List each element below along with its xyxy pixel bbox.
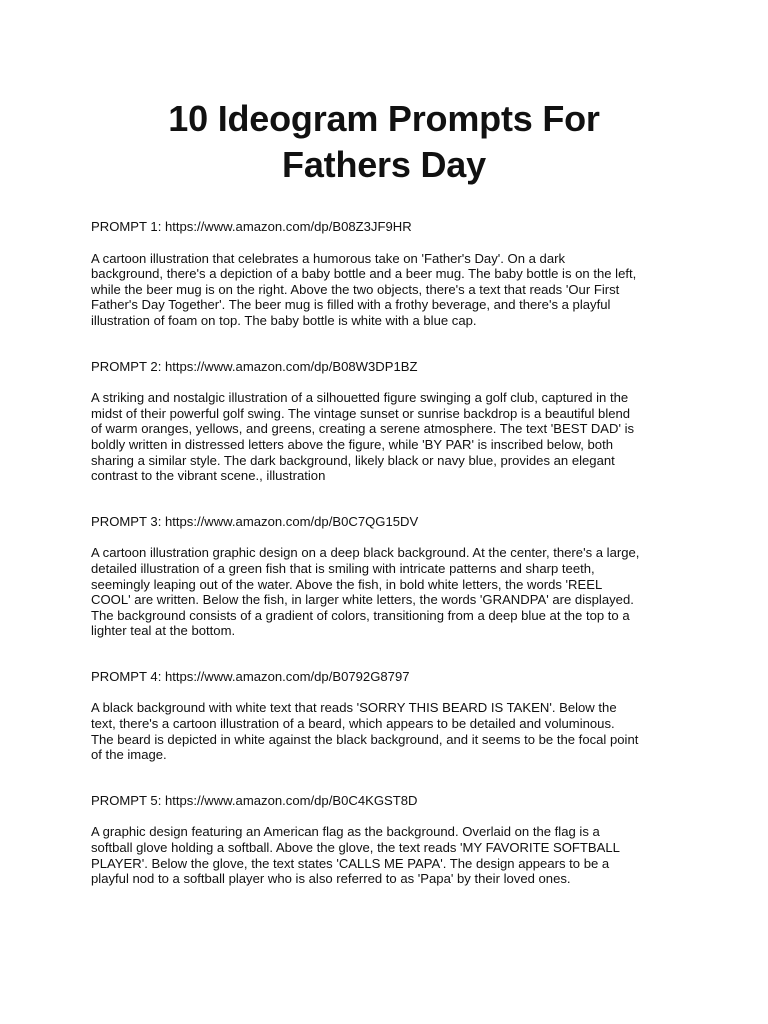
prompt-description xyxy=(91,824,691,886)
description-line: illustration of foam on top. The baby bottle is white with a blue cap. xyxy=(91,312,477,328)
description-line: sharing a similar style. The dark background, likely black or navy blue, provides an elegant xyxy=(91,452,615,468)
prompt-description xyxy=(91,545,691,639)
description-line: lighter teal at the bottom. xyxy=(91,623,236,639)
prompt-5 xyxy=(91,793,691,887)
description-line: detailed illustration of a green fish that is smiling with intricate patterns and sharp teeth, xyxy=(91,560,595,576)
description-line: A black background with white text that reads 'SORRY THIS BEARD IS TAKEN'. Below the xyxy=(91,700,617,716)
document-title xyxy=(60,96,708,188)
title-line: 10 Ideogram Prompts For xyxy=(168,98,600,139)
title-line: Fathers Day xyxy=(282,144,486,185)
description-line: background, there's a depiction of a baby bottle and a beer mug. The baby bottle is on the left, xyxy=(91,266,637,282)
description-line: A cartoon illustration graphic design on a deep black background. At the center, there's a large, xyxy=(91,545,640,561)
description-line: softball glove holding a softball. Above the glove, the text reads 'MY FAVORITE SOFTBALL xyxy=(91,840,620,856)
description-line: COOL' are written. Below the fish, in larger white letters, the words 'GRANDPA' are displayed. xyxy=(91,592,634,608)
description-line: The background consists of a gradient of colors, transitioning from a deep blue at the top to a xyxy=(91,607,630,623)
prompt-heading: PROMPT 4: https://www.amazon.com/dp/B0792G8797 xyxy=(91,668,410,684)
prompt-2 xyxy=(91,359,691,484)
description-line: seemingly leaping out of the water. Above the fish, in bold white letters, the words 'REEL xyxy=(91,576,603,592)
description-line: PLAYER'. Below the glove, the text states 'CALLS ME PAPA'. The design appears to be a xyxy=(91,855,610,871)
description-line: midst of their powerful golf swing. The vintage sunset or sunrise backdrop is a beautiful blend xyxy=(91,405,631,421)
description-line: of warm oranges, yellows, and greens, creating a serene atmosphere. The text 'BEST DAD' is xyxy=(91,421,635,437)
prompt-description xyxy=(91,251,691,329)
description-line: of the image. xyxy=(91,747,167,763)
description-line: A cartoon illustration that celebrates a humorous take on 'Father's Day'. On a dark xyxy=(91,250,566,266)
description-line: playful nod to a softball player who is also referred to as 'Papa' by their loved ones. xyxy=(91,871,571,887)
description-line: while the beer mug is on the right. Above the two objects, there's a text that reads 'Our First xyxy=(91,281,620,297)
description-line: contrast to the vibrant scene., illustration xyxy=(91,468,326,484)
description-line: A striking and nostalgic illustration of a silhouetted figure swinging a golf club, captured in the xyxy=(91,390,629,406)
prompt-1 xyxy=(91,219,691,329)
prompt-heading: PROMPT 5: https://www.amazon.com/dp/B0C4KGST8D xyxy=(91,792,418,808)
description-line: The beard is depicted in white against the black background, and it seems to be the focal point xyxy=(91,731,639,747)
prompt-description xyxy=(91,700,691,762)
description-line: A graphic design featuring an American flag as the background. Overlaid on the flag is a xyxy=(91,824,600,840)
prompt-3 xyxy=(91,514,691,639)
prompt-heading: PROMPT 1: https://www.amazon.com/dp/B08Z3JF9HR xyxy=(91,219,412,234)
prompt-list xyxy=(91,219,691,917)
prompt-heading: PROMPT 3: https://www.amazon.com/dp/B0C7QG15DV xyxy=(91,513,419,529)
description-line: text, there's a cartoon illustration of a beard, which appears to be detailed and voluminous. xyxy=(91,716,615,732)
prompt-heading: PROMPT 2: https://www.amazon.com/dp/B08W3DP1BZ xyxy=(91,358,418,374)
description-line: Father's Day Together'. The beer mug is filled with a frothy beverage, and there's a playful xyxy=(91,297,611,313)
description-line: boldly written in distressed letters above the figure, while 'BY PAR' is inscribed below, both xyxy=(91,436,613,452)
prompt-4 xyxy=(91,669,691,763)
prompt-description xyxy=(91,390,691,484)
